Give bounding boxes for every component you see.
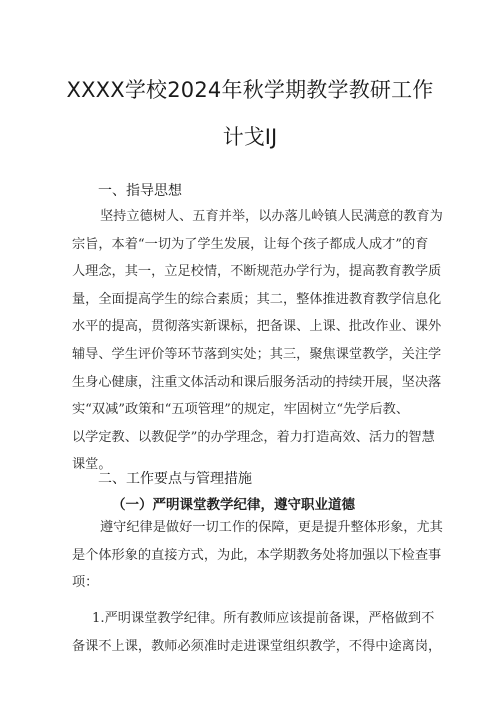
- document-title: XXXX学校2024年秋学期教学教研工作: [66, 78, 434, 102]
- subsection-heading-classroom-discipline: （一）严明课堂教学纪律，遵守职业道德: [112, 497, 355, 513]
- document-title-continued: 计戈IJ: [222, 125, 278, 149]
- paragraph-line: 实“双减”政策和“五项管理”的规定，牢固树立“先学后教、: [72, 402, 410, 418]
- paragraph-line: 以学定教、以教促学”的办学理念，着力打造高效、活力的智慧: [72, 429, 435, 445]
- paragraph-line: 项：: [72, 575, 99, 591]
- section-heading-work-points: 二、工作要点与管理措施: [98, 471, 252, 487]
- paragraph-line: 备课不上课，教师必须准时走进课堂组织教学，不得中途离岗，: [72, 638, 442, 654]
- item-1-paragraph: [72, 605, 442, 660]
- section-heading-guiding-ideology: 一、指导思想: [98, 183, 182, 199]
- paragraph-line: 宗旨，本着“一切为了学生发展，让每个孩子都成人成才”的育: [72, 236, 429, 252]
- guiding-ideology-paragraph: [72, 203, 443, 479]
- paragraph-line: 是个体形象的直接方式，为此，本学期教务处将加强以下检查事: [72, 547, 442, 563]
- paragraph-line: 遵守纪律是做好一切工作的保障，更是提升整体形象，尤其: [100, 520, 443, 535]
- paragraph-line: 水平的提高，贯彻落实新课标，把备课、上课、批改作业、课外: [72, 319, 442, 335]
- discipline-intro-paragraph: [72, 514, 443, 597]
- paragraph-line: 课堂。: [72, 457, 112, 473]
- paragraph-line: 生身心健康，注重文体活动和课后服务活动的持续开展，坚决落: [72, 374, 442, 390]
- paragraph-line: 量，全面提高学生的综合素质；其二，整体推进教育教学信息化: [72, 291, 442, 307]
- paragraph-line: 辅导、学生评价等环节落到实处；其三，聚焦课堂教学，关注学: [72, 346, 442, 362]
- paragraph-line: 人理念，其一，立足校情，不断规范办学行为，提高教育教学质: [72, 264, 442, 280]
- paragraph-line: 坚持立德树人、五育并举，以办落儿岭镇人民满意的教育为: [100, 209, 443, 224]
- paragraph-line: 1.严明课堂教学纪律。所有教师应该提前备课，严格做到不: [92, 611, 435, 626]
